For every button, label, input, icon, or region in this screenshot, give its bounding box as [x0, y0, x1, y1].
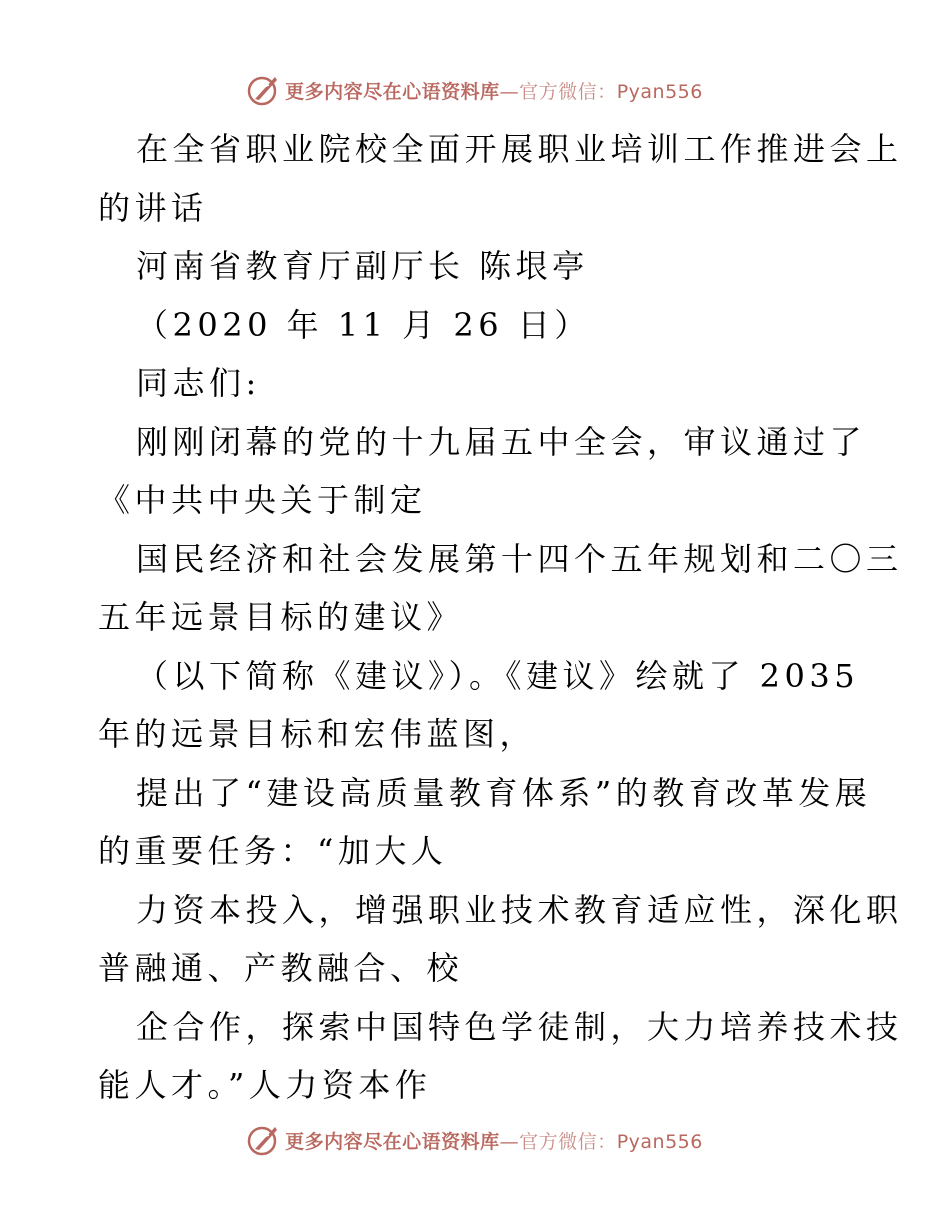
watermark-text	[285, 1127, 703, 1154]
paragraph-line: 提出了“建设高质量教育体系”的教育改革发展	[136, 773, 872, 812]
paragraph-line: （以下简称《建议》）。《建议》绘就了 2035	[136, 656, 860, 695]
watermark-wechat-id: Pyan556	[616, 1130, 703, 1153]
title-line-2: 的讲话	[98, 188, 208, 227]
header-watermark-banner	[0, 70, 950, 110]
paragraph-line: 国民经济和社会发展第十四个五年规划和二〇三	[136, 539, 903, 578]
paragraph-line: 刚刚闭幕的党的十九届五中全会，审议通过了	[136, 422, 867, 461]
speaker-line: 河南省教育厅副厅长 陈垠亭	[136, 247, 589, 285]
title-line-1: 在全省职业院校全面开展职业培训工作推进会上	[136, 130, 903, 168]
watermark-wechat-id: Pyan556	[616, 80, 703, 103]
paragraph-line: 企合作，探索中国特色学徒制，大力培养技术技	[136, 1007, 903, 1046]
watermark-tail: 官方微信：	[519, 1130, 617, 1153]
watermark-main: 更多内容尽在心语资料库	[285, 1130, 500, 1153]
paragraph-line: 力资本投入，增强职业技术教育适应性，深化职	[136, 890, 903, 929]
date-line: （2020 年 11 月 26 日）	[136, 305, 591, 344]
paragraph-line: 的重要任务：“加大人	[98, 832, 448, 870]
footer-watermark-banner	[0, 1120, 950, 1160]
paragraph-line: 普融通、产教融合、校	[98, 949, 464, 987]
quill-logo-icon	[247, 73, 281, 107]
paragraph-line: 年的远景目标和宏伟蓝图，	[98, 715, 537, 753]
paragraph-line: 《中共中央关于制定	[98, 481, 427, 519]
quill-logo-icon	[247, 1123, 281, 1157]
document-body	[98, 120, 903, 1115]
watermark-separator: —	[499, 80, 520, 103]
watermark-main: 更多内容尽在心语资料库	[285, 80, 500, 103]
paragraph-line: 能人才。”人力资本作	[98, 1066, 432, 1104]
watermark-tail: 官方微信：	[519, 80, 617, 103]
watermark-separator: —	[499, 1130, 520, 1153]
salutation-line: 同志们:	[136, 364, 261, 402]
paragraph-line: 五年远景目标的建议》	[98, 598, 464, 636]
watermark-text	[285, 77, 703, 104]
